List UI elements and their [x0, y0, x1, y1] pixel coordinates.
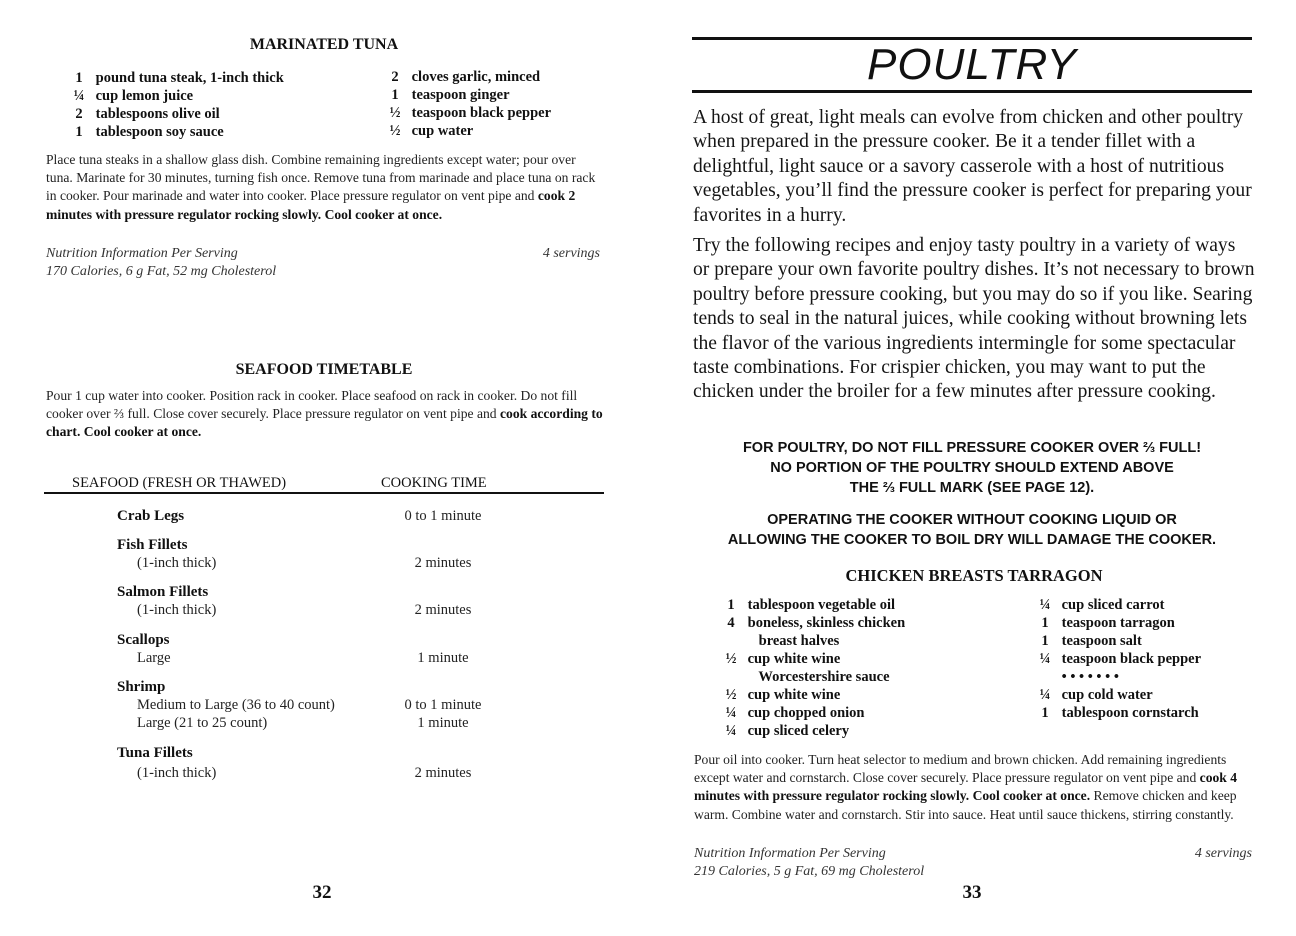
ingredient: 4 boneless, skinless chicken [727, 615, 906, 631]
chicken-directions: Pour oil into cooker. Turn heat selector to medium and brown chicken. Add remaining ingredients except water and cornstarch. Close cover securely. Place pressure regulator on vent pipe and cook 4 minutes with pressure regulator rocking slowly. Cool cooker at once. Remove chicken and keep warm. Combine water and cornstarch. Stir into sauce. Heat until sauce thickens, stirring constantly. [694, 752, 1238, 822]
ingredient: 2 cloves garlic, minced [391, 69, 541, 85]
seafood-name: Scallops [117, 632, 170, 648]
ingredient: 1 pound tuna steak, 1-inch thick [75, 70, 284, 86]
separator-dots: • • • • • • • [1061, 669, 1119, 685]
page-number: 32 [312, 882, 332, 903]
seafood-name: Fish Fillets [117, 537, 188, 553]
seafood-name: Salmon Fillets [117, 584, 209, 600]
timetable-title: SEAFOOD TIMETABLE [235, 361, 413, 378]
ingredient: 1 teaspoon ginger [391, 87, 510, 103]
ingredient: ¼ cup cold water [1039, 687, 1153, 703]
seafood-name: Crab Legs [117, 508, 185, 524]
cooking-time: 2 minutes [414, 765, 472, 781]
warning-line: ALLOWING THE COOKER TO BOIL DRY WILL DAMAGE THE COOKER. [727, 532, 1217, 548]
ingredient: 1 teaspoon salt [1041, 633, 1142, 649]
seafood-name: Tuna Fillets [117, 745, 193, 761]
column-header-seafood: SEAFOOD (FRESH OR THAWED) [72, 475, 287, 491]
seafood-detail: (1-inch thick) [137, 602, 217, 618]
ingredient: 1 teaspoon tarragon [1041, 615, 1175, 631]
ingredient: ¼ teaspoon black pepper [1039, 651, 1202, 667]
ingredient: ¼ cup sliced carrot [1039, 597, 1165, 613]
chicken-servings: 4 servings [1194, 846, 1252, 861]
ingredient: 2 tablespoons olive oil [75, 106, 220, 122]
tuna-title: MARINATED TUNA [249, 36, 399, 53]
warning-line: FOR POULTRY, DO NOT FILL PRESSURE COOKER OVER ⅔ FULL! [742, 440, 1202, 456]
intro-paragraph-2: Try the following recipes and enjoy tasty poultry in a variety of ways or prepare your own favorite poultry dishes. It’s not necessary to brown poultry before pressure cooking, but you may do so if you like. Searing tends to seal in the natural juices, while cooking without browning lets the flavor of the various ingredients intermingle for some spectacular taste combinations. For crispier chicken, you may want to put the chicken under the broiler for a few minutes after pressure cooking. [693, 235, 1255, 403]
cooking-time: 0 to 1 minute [404, 697, 482, 713]
ingredient: ½ cup white wine [725, 651, 841, 667]
ingredient: ¼ cup lemon juice [73, 88, 194, 104]
ingredient: Worcestershire sauce [758, 669, 890, 685]
table-header-rule [44, 492, 604, 494]
warning-line: THE ⅔ FULL MARK (SEE PAGE 12). [849, 480, 1095, 496]
column-header-cooking-time: COOKING TIME [381, 475, 487, 491]
intro-paragraph-1: A host of great, light meals can evolve from chicken and other poultry when prepared in the pressure cooker. Be it a tender fillet with a delightful, light sauce or a savory casserole with a host of nutritious vegetables, you’ll find the pressure cooker is perfect for preparing your favorites in a hurry. [693, 107, 1252, 226]
cooking-time: 2 minutes [414, 602, 472, 618]
cooking-time: 0 to 1 minute [404, 508, 482, 524]
ingredient: ¼ cup chopped onion [725, 705, 865, 721]
chicken-nutrition-label: Nutrition Information Per Serving [694, 846, 886, 861]
chicken-nutrition-values: 219 Calories, 5 g Fat, 69 mg Cholesterol [694, 864, 925, 879]
chicken-title: CHICKEN BREASTS TARRAGON [845, 566, 1103, 585]
ingredient: ½ cup water [389, 123, 474, 139]
warning-line: OPERATING THE COOKER WITHOUT COOKING LIQUID OR [767, 512, 1177, 528]
tuna-servings: 4 servings [542, 246, 600, 261]
cooking-time: 1 minute [417, 650, 469, 666]
seafood-detail: Large [137, 650, 171, 666]
tuna-directions: Place tuna steaks in a shallow glass dish. Combine remaining ingredients except water; pour over tuna. Marinate for 30 minutes, turning fish once. Remove tuna from marinade and place tuna on rack in cooker. Pour marinade and water into cooker. Place pressure regulator on vent pipe and cook 2 minutes with pressure regulator rocking slowly. Cool cooker at once. [46, 152, 596, 222]
cooking-time: 2 minutes [414, 555, 472, 571]
seafood-detail: Medium to Large (36 to 40 count) [137, 697, 335, 713]
ingredient: ½ cup white wine [725, 687, 841, 703]
ingredient: ¼ cup sliced celery [725, 723, 850, 739]
ingredient: breast halves [758, 633, 840, 649]
page-number: 33 [962, 882, 982, 903]
section-heading: POULTRY [867, 40, 1077, 89]
ingredient: 1 tablespoon cornstarch [1041, 705, 1199, 721]
timetable-intro: Pour 1 cup water into cooker. Position rack in cooker. Place seafood on rack in cooker. Do not fill cooker over ⅔ full. Close cover securely. Place pressure regulator on vent pipe and cook according to chart. Cool cooker at once. [46, 388, 603, 440]
boil-dry-warning [692, 510, 1252, 550]
seafood-detail: (1-inch thick) [137, 555, 217, 571]
warning-line: NO PORTION OF THE POULTRY SHOULD EXTEND ABOVE [770, 460, 1174, 476]
ingredient: ½ teaspoon black pepper [389, 105, 552, 121]
seafood-name: Shrimp [117, 679, 166, 695]
fill-level-warning [692, 438, 1252, 498]
seafood-detail: (1-inch thick) [137, 765, 217, 781]
seafood-detail: Large (21 to 25 count) [137, 715, 268, 731]
tuna-nutrition-values: 170 Calories, 6 g Fat, 52 mg Cholesterol [46, 264, 277, 279]
heading-bottom-rule [692, 90, 1252, 93]
ingredient: 1 tablespoon soy sauce [75, 124, 224, 140]
cooking-time: 1 minute [417, 715, 469, 731]
tuna-nutrition-label: Nutrition Information Per Serving [46, 246, 238, 261]
ingredient: 1 tablespoon vegetable oil [727, 597, 896, 613]
